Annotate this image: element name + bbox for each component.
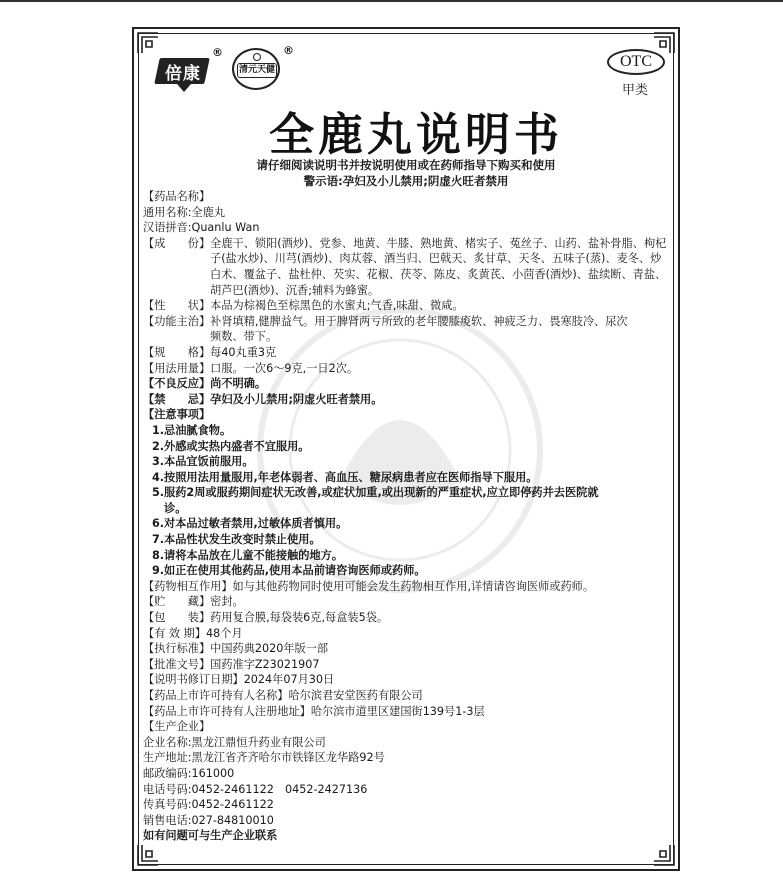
corner-ornament-icon [137, 844, 159, 866]
text-line: 【功能主治】补肾填精,健脾益气。用于脾肾两亏所致的老年腰膝痠软、神疲乏力、畏寒肢冷、尿次 [143, 314, 628, 328]
text-line: 【规 格】每40丸重3克 [143, 345, 277, 359]
text-line: 【执行标准】中国药典2020年版一部 [143, 642, 329, 656]
text-line: 白术、覆盆子、盐杜仲、芡实、花椒、茯苓、陈皮、炙黄芪、小茴香(酒炒)、盐续断、青盐、 [210, 267, 667, 281]
text-line: 9.如正在使用其他药品,使用本品前请咨询医师或药师。 [152, 564, 426, 578]
corner-ornament-icon [653, 844, 675, 866]
brand-logo-left [157, 48, 213, 92]
text-line: 【成 份】全鹿干、锁阳(酒炒)、党参、地黄、牛膝、熟地黄、楮实子、菟丝子、山药、盐补骨脂、枸杞 [143, 236, 667, 250]
text-line: 企业名称:黑龙江鼎恒升药业有限公司 [143, 735, 326, 749]
otc-class-label: 甲类 [622, 83, 649, 98]
corner-ornament-icon [653, 32, 675, 54]
text-line: 8.请将本品放在儿童不能接触的地方。 [152, 548, 344, 562]
text-line: 4.按照用法用量服用,年老体弱者、高血压、糖尿病患者应在医师指导下服用。 [152, 470, 538, 484]
text-line: 【批准文号】国药准字Z23021907 [143, 657, 320, 671]
text-line: 【说明书修订日期】2024年07月30日 [143, 673, 335, 687]
text-line: 【不良反应】尚不明确。 [143, 377, 267, 391]
corner-ornament-icon [137, 32, 159, 54]
text-line: 如有问题可与生产企业联系 [143, 829, 278, 843]
logo-right-text: 清元天健 [237, 63, 277, 78]
registered-mark: ® [283, 44, 294, 57]
text-line: 【注意事项】 [143, 408, 211, 422]
text-line: 电话号码:0452-2461122 0452-2427136 [143, 782, 368, 796]
text-line: 汉语拼音:Quanlu Wan [143, 221, 260, 235]
text-line: 7.本品性状发生改变时禁止使用。 [152, 533, 321, 547]
brand-logo-right [232, 48, 280, 90]
text-line: 【药品名称】 [143, 190, 211, 203]
text-line: 【药物相互作用】如与其他药物同时使用可能会发生药物相互作用,详情请咨询医师或药师。 [143, 579, 595, 593]
text-line: 传真号码:0452-2461122 [143, 798, 274, 812]
warning-text: 警示语:孕妇及小儿禁用;阴虚火旺者禁用 [303, 174, 509, 188]
text-line: 【性 状】本品为棕褐色至棕黑色的水蜜丸;气香,味甜、微咸。 [143, 299, 464, 313]
text-line: 邮政编码:161000 [143, 766, 235, 780]
text-line: 频数、带下。 [210, 330, 278, 344]
instruction-body [143, 189, 668, 844]
text-line: 【有 效 期】48个月 [143, 626, 243, 640]
document-title: 全鹿丸说明书 [268, 108, 563, 161]
text-line: 3.本品宜饭前服用。 [152, 455, 254, 469]
text-line: 【禁 忌】孕妇及小儿禁用;阴虚火旺者禁用。 [143, 392, 383, 406]
text-line: 【用法用量】口服。一次6～9克,一日2次。 [143, 361, 359, 375]
registered-mark: ® [212, 46, 223, 59]
text-line: 【药品上市许可持有人名称】哈尔滨君安堂医药有限公司 [143, 689, 423, 702]
text-line: 【药品上市许可持有人注册地址】哈尔滨市道里区建国街139号1-3层 [143, 704, 485, 718]
text-line: 【生产企业】 [143, 720, 211, 734]
text-line: 销售电话:027-84810010 [143, 813, 274, 827]
text-line: 【包 装】药用复合膜,每袋装6克,每盒装5袋。 [143, 611, 389, 625]
text-line: 5.服药2周或服药期间症状无改善,或症状加重,或出现新的严重症状,应立即停药并去医院就 [152, 486, 599, 500]
otc-badge: OTC [607, 49, 665, 75]
text-line: 6.对本品过敏者禁用,过敏体质者慎用。 [152, 517, 348, 531]
text-line: 通用名称:全鹿丸 [143, 205, 226, 219]
logo-left-text: 倍康 [165, 64, 201, 84]
text-line: 诊。 [164, 501, 187, 515]
text-line: 2.外感或实热内盛者不宜服用。 [152, 439, 310, 453]
top-border-line [0, 0, 783, 2]
subtitle: 请仔细阅读说明书并按说明使用或在药师指导下购买和使用 [256, 158, 556, 172]
text-line: 【贮 藏】密封。 [143, 595, 244, 609]
text-line: 子(盐水炒)、川芎(酒炒)、肉苁蓉、酒当归、巴戟天、炙甘草、天冬、五味子(蒸)、麦冬、炒 [210, 252, 662, 266]
text-line: 生产地址:黑龙江省齐齐哈尔市铁锋区龙华路92号 [143, 751, 385, 765]
text-line: 胡芦巴(酒炒)、沉香;辅料为蜂蜜。 [210, 283, 380, 297]
text-line: 1.忌油腻食物。 [152, 423, 232, 437]
